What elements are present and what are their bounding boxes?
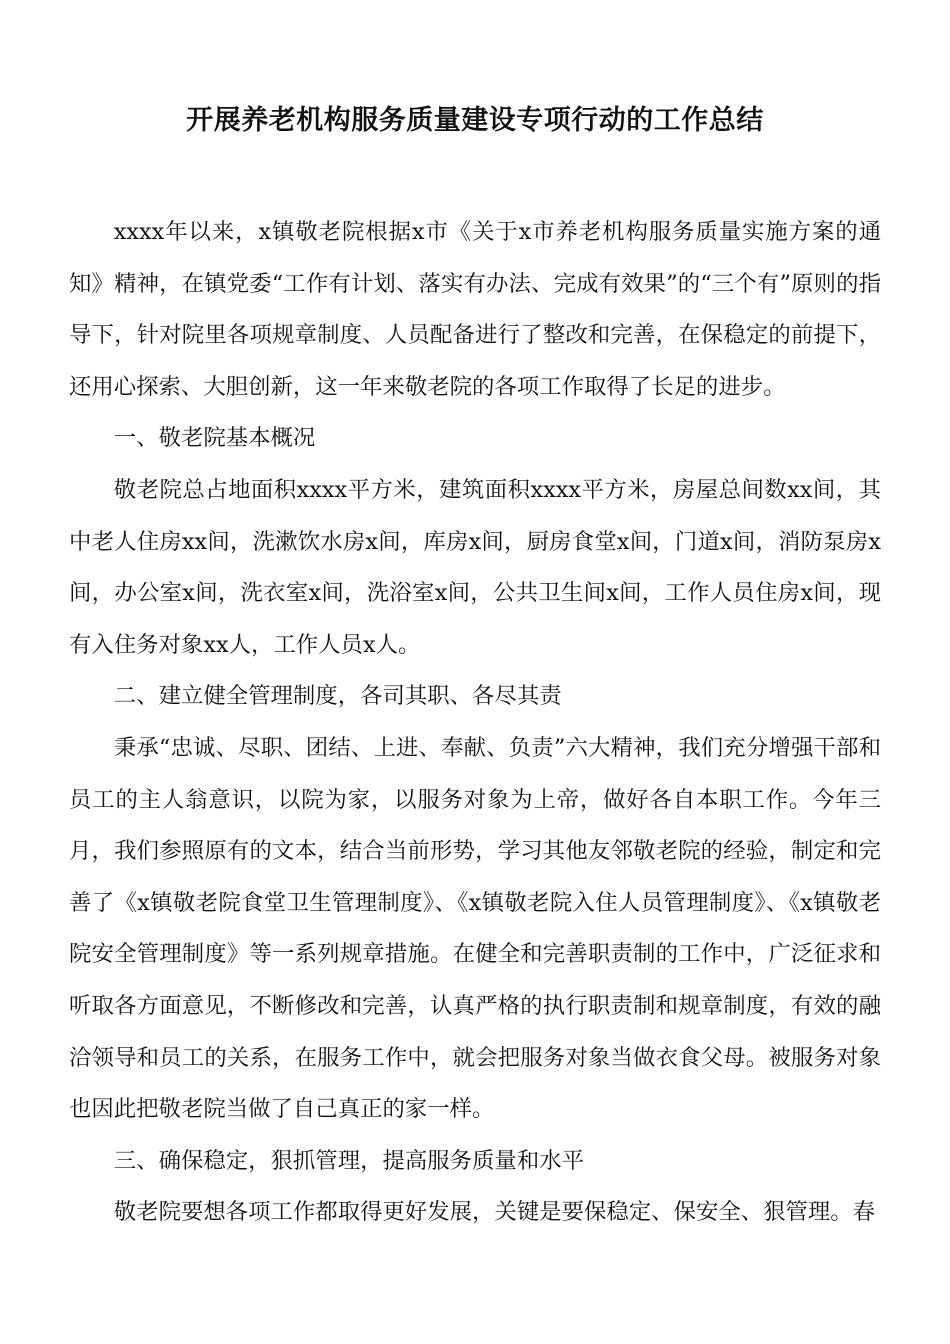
document-body [69, 207, 881, 1239]
section-heading-1: 一、敬老院基本概况 [113, 425, 316, 452]
intro-paragraph: xxxx年以来，x镇敬老院根据x市《关于x市养老机构服务质量实施方案的通知》精神，在镇党委“工作有计划、落实有办法、完成有效果”的“三个有”原则的指导下，针对院里各项规章制度、人员配备进行了整改和完善，在保稳定的前提下，还用心探索、大胆创新，这一年来敬老院的各项工作取得了长足的进步。 [69, 219, 881, 400]
section-2-paragraph: 秉承“忠诚、尽职、团结、上进、奉献、负责”六大精神，我们充分增强干部和员工的主人翁意识，以院为家，以服务对象为上帝，做好各自本职工作。今年三月，我们参照原有的文本，结合当前形势，学习其他友邻敬老院的经验，制定和完善了《x镇敬老院食堂卫生管理制度》、《x镇敬老院入住人员管理制度》、《x镇敬老院安全管理制度》等一系列规章措施。在健全和完善职责制的工作中，广泛征求和听取各方面意见，不断修改和完善，认真严格的执行职责制和规章制度，有效的融洽领导和员工的关系，在服务工作中，就会把服务对象当做衣食父母。被服务对象也因此把敬老院当做了自己真正的家一样。 [69, 734, 881, 1123]
document-title: 开展养老机构服务质量建设专项行动的工作总结 [186, 105, 764, 136]
section-1-paragraph: 敬老院总占地面积xxxx平方米，建筑面积xxxx平方米，房屋总间数xx间，其中老人住房xx间，洗漱饮水房x间，库房x间，厨房食堂x间，门道x间，消防泵房x间，办公室x间，洗衣室x间，洗浴室x间，公共卫生间x间，工作人员住房x间，现有入住务对象xx人，工作人员x人。 [69, 476, 881, 658]
section-heading-3: 三、确保稳定，狠抓管理，提高服务质量和水平 [113, 1147, 584, 1174]
section-heading-2: 二、建立健全管理制度，各司其职、各尽其责 [113, 683, 562, 710]
section-3-paragraph: 敬老院要想各项工作都取得更好发展，关键是要保稳定、保安全、狠管理。春 [113, 1199, 876, 1226]
